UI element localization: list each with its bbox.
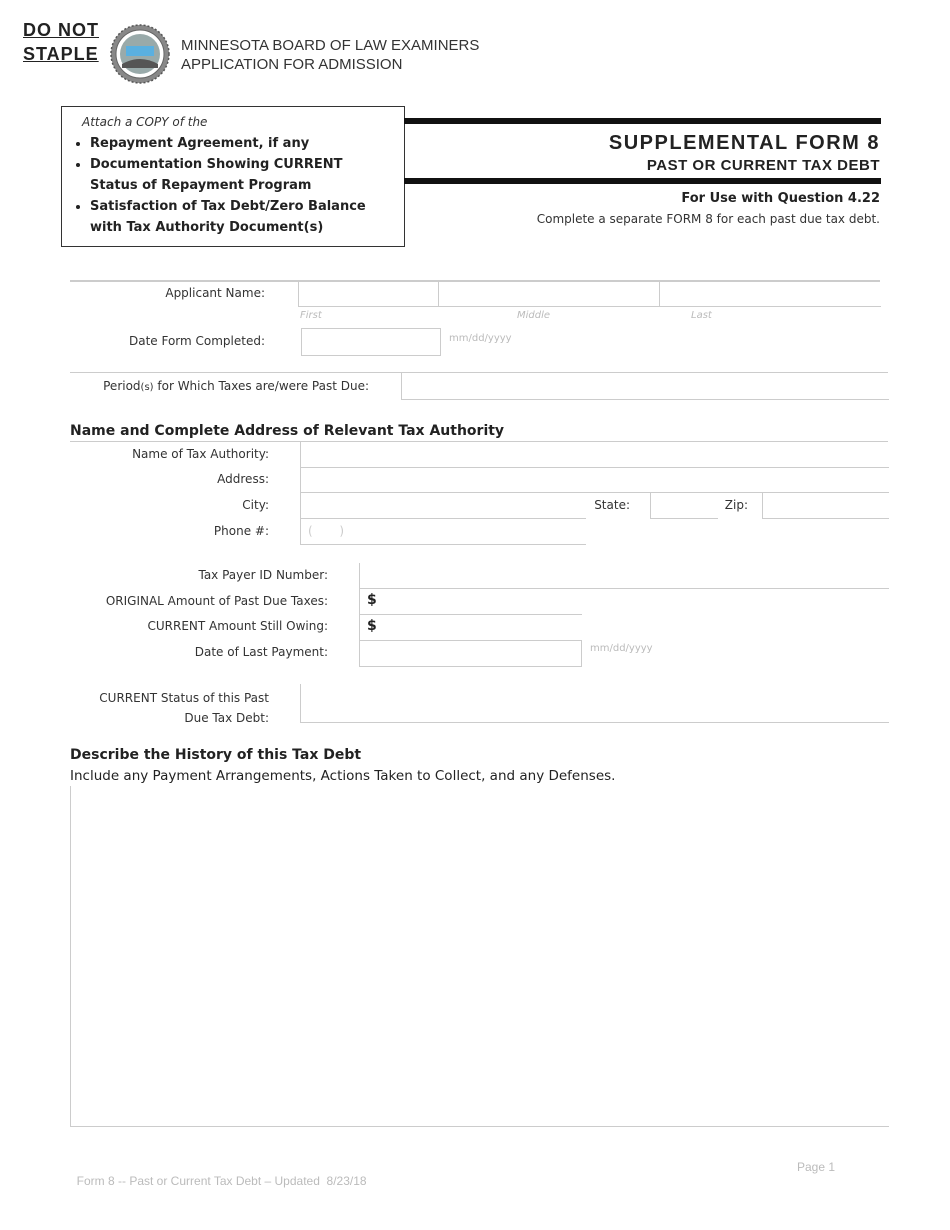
date-completed-field[interactable] xyxy=(301,328,441,356)
org-name: MINNESOTA BOARD OF LAW EXAMINERS xyxy=(181,37,480,54)
city-field[interactable] xyxy=(300,493,586,519)
middle-name-field[interactable] xyxy=(438,282,659,307)
attach-item: • Documentation Showing CURRENT Status of Repayment Program xyxy=(90,154,360,196)
zip-field[interactable] xyxy=(762,493,889,519)
tax-id-label: Tax Payer ID Number: xyxy=(198,568,328,582)
period-label-post: for Which Taxes are/were Past Due: xyxy=(153,379,369,393)
date-completed-hint: mm/dd/yyyy xyxy=(449,333,512,344)
history-heading: Describe the History of this Tax Debt xyxy=(70,747,362,763)
stamp-line-2: STAPLE xyxy=(23,44,99,64)
address-label: Address: xyxy=(217,472,269,486)
zip-label: Zip: xyxy=(724,498,748,512)
last-hint: Last xyxy=(691,310,712,321)
date-completed-label: Date Form Completed: xyxy=(128,334,265,348)
phone-hint: ( ) xyxy=(308,524,345,538)
state-seal-icon xyxy=(110,24,170,84)
attach-instructions-box xyxy=(61,106,405,247)
form-title: SUPPLEMENTAL FORM 8 xyxy=(608,132,880,154)
authority-name-label: Name of Tax Authority: xyxy=(132,447,269,461)
application-name: APPLICATION FOR ADMISSION xyxy=(181,56,403,73)
attach-intro: Attach a COPY of the xyxy=(82,115,208,129)
period-label xyxy=(70,379,369,393)
current-currency: $ xyxy=(367,618,377,634)
footer-form-info xyxy=(70,1160,367,1188)
last-payment-label: Date of Last Payment: xyxy=(194,645,328,659)
status-field[interactable] xyxy=(300,684,889,723)
period-field[interactable] xyxy=(401,373,889,400)
last-payment-hint: mm/dd/yyyy xyxy=(590,643,653,654)
original-amount-field[interactable] xyxy=(359,589,582,615)
status-label-line1: CURRENT Status of this Past xyxy=(99,691,269,705)
first-name-field[interactable] xyxy=(298,282,438,307)
phone-label: Phone #: xyxy=(213,524,269,538)
stamp-line-1: DO NOT xyxy=(23,20,99,40)
attach-item: • Repayment Agreement, if any xyxy=(90,133,404,154)
address-field[interactable] xyxy=(300,468,889,493)
tax-id-field[interactable] xyxy=(359,563,889,589)
do-not-staple-stamp xyxy=(23,18,99,66)
history-instruction: Include any Payment Arrangements, Actions Taken to Collect, and any Defenses. xyxy=(70,768,616,784)
org-header xyxy=(181,36,479,74)
period-label-s: (s) xyxy=(140,382,154,393)
title-rule-top xyxy=(404,118,881,124)
last-payment-field[interactable] xyxy=(359,640,582,667)
original-currency: $ xyxy=(367,592,377,608)
separate-form-note: Complete a separate FORM 8 for each past due tax debt. xyxy=(536,212,880,226)
period-label-pre: Period xyxy=(103,379,141,393)
form-subtitle: PAST OR CURRENT TAX DEBT xyxy=(646,157,880,174)
status-label-line2: Due Tax Debt: xyxy=(184,711,269,725)
status-label xyxy=(70,688,269,728)
applicant-name-label: Applicant Name: xyxy=(165,286,265,300)
authority-heading: Name and Complete Address of Relevant Tax Authority xyxy=(70,423,505,439)
first-hint: First xyxy=(300,310,322,321)
authority-name-field[interactable] xyxy=(300,442,889,468)
current-amount-label: CURRENT Amount Still Owing: xyxy=(147,619,328,633)
current-amount-field[interactable] xyxy=(359,615,582,641)
history-textarea[interactable] xyxy=(70,786,889,1127)
original-amount-label: ORIGINAL Amount of Past Due Taxes: xyxy=(105,594,328,608)
question-ref: For Use with Question 4.22 xyxy=(681,191,880,206)
attach-list xyxy=(62,133,404,238)
state-label: State: xyxy=(594,498,630,512)
footer-text: Form 8 -- Past or Current Tax Debt – Updated 8/23/18 xyxy=(76,1174,367,1188)
attach-item: • Satisfaction of Tax Debt/Zero Balance with Tax Authority Document(s) xyxy=(90,196,380,238)
last-name-field[interactable] xyxy=(659,282,881,307)
page-number: Page 1 xyxy=(797,1160,836,1174)
title-rule-bottom xyxy=(404,178,881,184)
middle-hint: Middle xyxy=(517,310,551,321)
city-label: City: xyxy=(242,498,269,512)
